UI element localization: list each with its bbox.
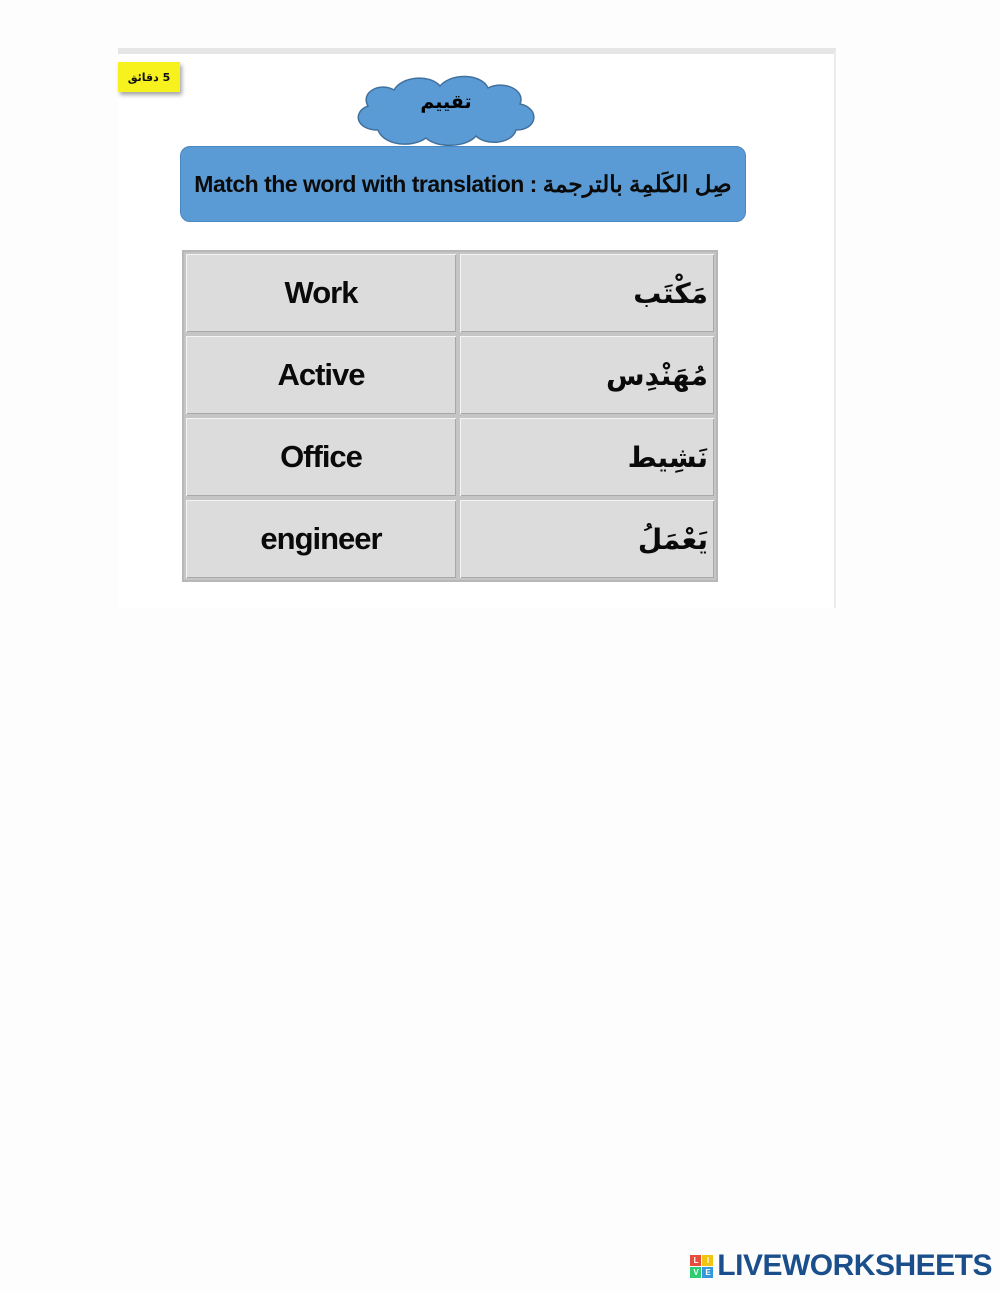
match-table [182,250,718,582]
brand-name: LIVEWORKSHEETS [717,1249,992,1282]
english-word-cell[interactable]: Work [184,252,458,334]
cloud-label: تقييم [420,91,472,114]
timer-badge-text: 5 دقائق [127,70,171,84]
logo-letter: L [690,1255,701,1266]
arabic-word-cell[interactable]: نَشِيط [458,416,716,498]
logo-letter: E [702,1267,713,1278]
arabic-word-cell[interactable]: مَكْتَب [458,252,716,334]
english-word-cell[interactable]: engineer [184,498,458,580]
table-row [184,334,716,416]
table-row [184,416,716,498]
table-row [184,498,716,580]
timer-badge [118,62,180,92]
arabic-word-cell[interactable]: مُهَنْدِس [458,334,716,416]
logo-letter: I [702,1255,713,1266]
cloud-shape [350,72,542,148]
worksheet-page [118,48,836,608]
arabic-word-cell[interactable]: يَعْمَلُ [458,498,716,580]
english-word-cell[interactable]: Active [184,334,458,416]
instruction-banner [180,146,746,222]
english-word-cell[interactable]: Office [184,416,458,498]
table-row [184,252,716,334]
liveworksheets-logo-icon [690,1255,713,1278]
brand-logo[interactable] [690,1249,992,1283]
instruction-text: Match the word with translation : صِل الكَلمِة بالترجمة [194,170,732,197]
logo-letter: V [690,1267,701,1278]
